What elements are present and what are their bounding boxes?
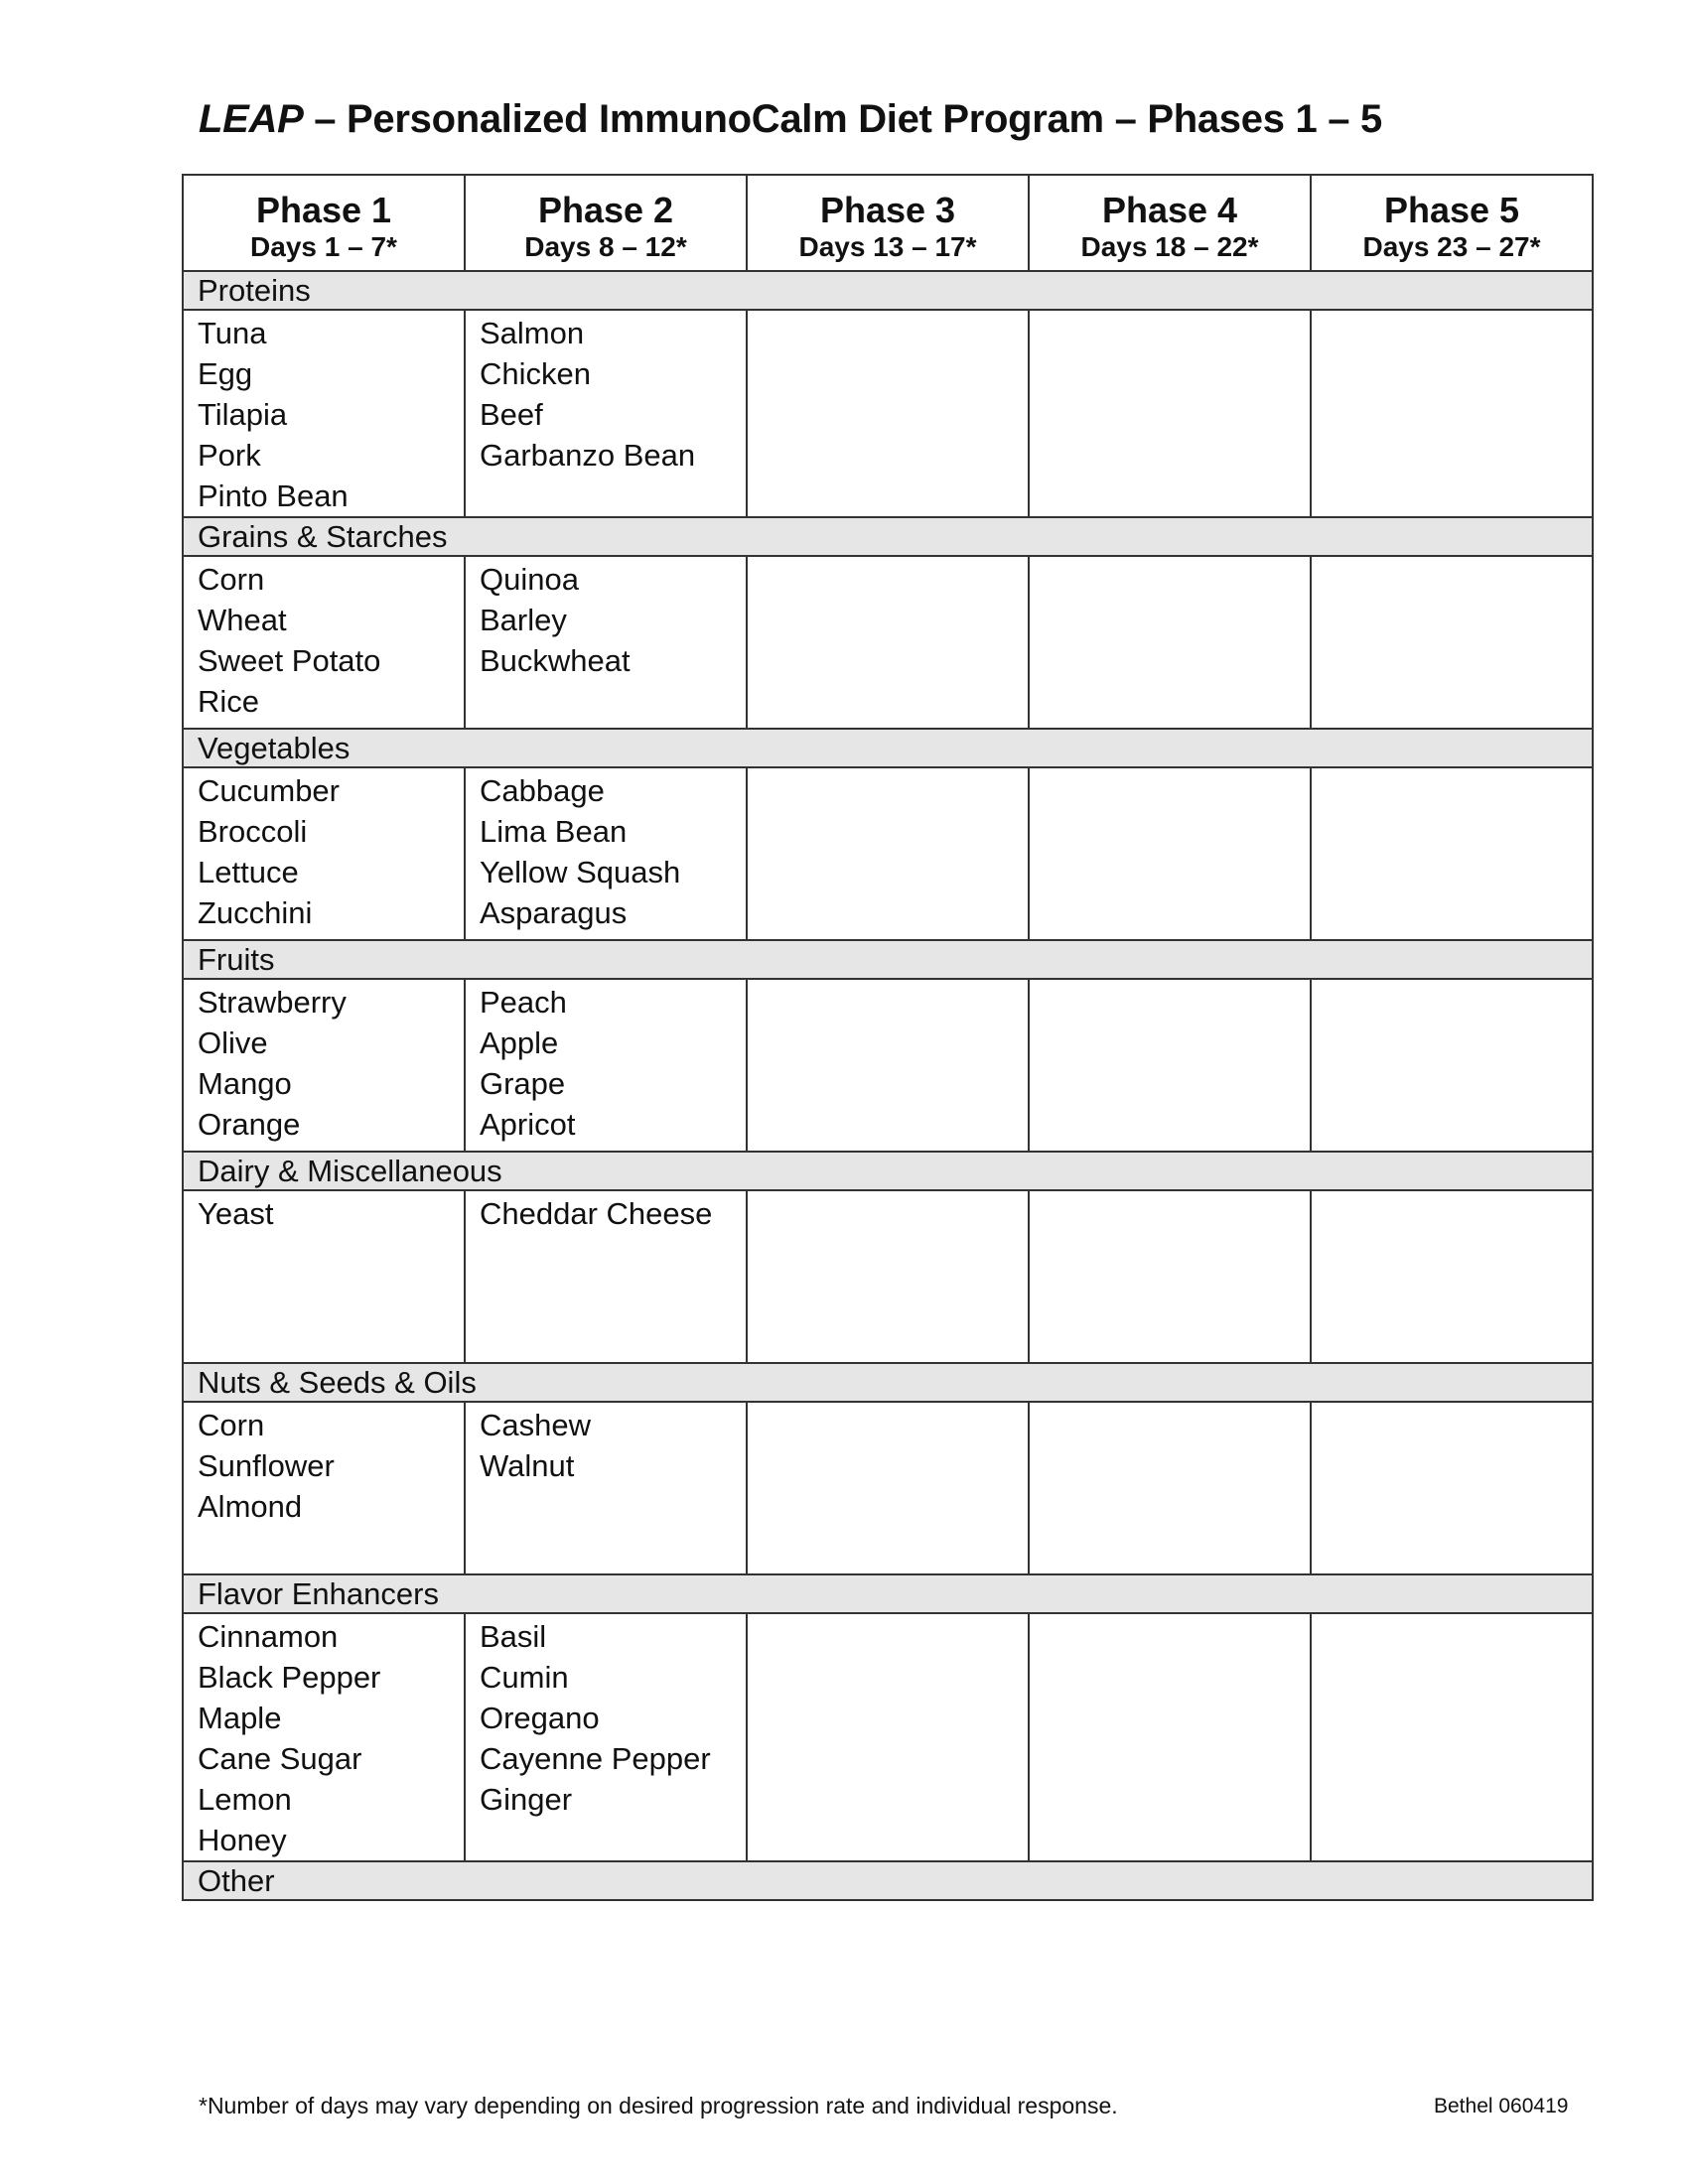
phase-1-cell — [183, 1402, 465, 1574]
food-item: Tilapia — [198, 397, 288, 432]
food-item: Cinnamon — [198, 1619, 339, 1654]
food-item: Barley — [480, 603, 567, 637]
phase-4-cell — [1029, 979, 1311, 1152]
page-title — [199, 97, 1382, 142]
food-item: Cane Sugar — [198, 1741, 362, 1776]
phase-4-cell — [1029, 767, 1311, 940]
food-item: Peach — [480, 985, 567, 1020]
phase-2-cell — [465, 1190, 747, 1363]
food-item: Basil — [480, 1619, 547, 1654]
food-row — [183, 979, 1593, 1152]
food-row — [183, 767, 1593, 940]
phase-5-cell — [1311, 979, 1593, 1152]
category-row — [183, 517, 1593, 556]
category-row — [183, 1363, 1593, 1402]
phase-4-cell — [1029, 1613, 1311, 1861]
phase-2-cell — [465, 979, 747, 1152]
phase-header-2 — [465, 175, 747, 271]
phase-days: Days 8 – 12* — [524, 230, 687, 262]
food-item: Orange — [198, 1107, 301, 1142]
phase-4-cell — [1029, 556, 1311, 729]
footnote: *Number of days may vary depending on desired progression rate and individual response. — [199, 2093, 1118, 2118]
phase-name: Phase 5 — [1383, 189, 1520, 230]
phase-2-cell — [465, 1402, 747, 1574]
title-leap: LEAP — [199, 97, 304, 141]
phase-1-cell — [183, 979, 465, 1152]
food-item: Cabbage — [480, 773, 605, 808]
category-row — [183, 1861, 1593, 1900]
food-item: Ginger — [480, 1782, 573, 1817]
food-item: Corn — [198, 562, 265, 597]
food-row — [183, 1613, 1593, 1861]
phase-3-cell — [747, 1190, 1029, 1363]
food-item: Buckwheat — [480, 643, 631, 678]
phase-4-cell — [1029, 1402, 1311, 1574]
phase-2-cell — [465, 1613, 747, 1861]
food-item: Beef — [480, 397, 543, 432]
food-row — [183, 1190, 1593, 1363]
document-code: Bethel 060419 — [1434, 2095, 1569, 2117]
category-row — [183, 271, 1593, 310]
phase-name: Phase 3 — [819, 189, 956, 230]
food-item: Almond — [198, 1489, 303, 1524]
title-rest: – Personalized ImmunoCalm Diet Program – Phases 1 – 5 — [303, 97, 1382, 141]
diet-phase-table — [182, 174, 1594, 1901]
food-item: Cayenne Pepper — [480, 1741, 711, 1776]
phase-5-cell — [1311, 556, 1593, 729]
food-item: Lima Bean — [480, 814, 628, 849]
phase-2-cell — [465, 556, 747, 729]
food-item: Sunflower — [198, 1448, 335, 1483]
food-row — [183, 556, 1593, 729]
food-item: Honey — [198, 1823, 287, 1857]
food-item: Corn — [198, 1408, 265, 1442]
category-label: Other — [183, 1861, 1593, 1900]
food-item: Zucchini — [198, 895, 313, 930]
food-item: Tuna — [198, 316, 267, 350]
food-item: Lettuce — [198, 855, 299, 889]
phase-3-cell — [747, 1402, 1029, 1574]
food-item: Garbanzo Bean — [480, 438, 696, 473]
category-label: Grains & Starches — [183, 517, 1593, 556]
food-item: Black Pepper — [198, 1660, 381, 1695]
food-item: Egg — [198, 356, 253, 391]
phase-1-cell — [183, 556, 465, 729]
food-item: Mango — [198, 1066, 292, 1101]
phase-1-cell — [183, 1613, 465, 1861]
phase-name: Phase 2 — [537, 189, 674, 230]
phase-name: Phase 1 — [255, 189, 392, 230]
phase-header-3 — [747, 175, 1029, 271]
phase-header-1 — [183, 175, 465, 271]
phase-5-cell — [1311, 1190, 1593, 1363]
phase-5-cell — [1311, 310, 1593, 517]
food-item: Olive — [198, 1025, 268, 1060]
food-item: Cashew — [480, 1408, 591, 1442]
food-item: Rice — [198, 684, 260, 719]
food-item: Salmon — [480, 316, 585, 350]
category-label: Proteins — [183, 271, 1593, 310]
phase-2-cell — [465, 310, 747, 517]
phase-1-cell — [183, 310, 465, 517]
food-row — [183, 310, 1593, 517]
food-item: Maple — [198, 1701, 282, 1735]
food-item: Pork — [198, 438, 261, 473]
phase-3-cell — [747, 310, 1029, 517]
food-item: Cucumber — [198, 773, 340, 808]
category-row — [183, 729, 1593, 767]
phase-5-cell — [1311, 767, 1593, 940]
category-label: Dairy & Miscellaneous — [183, 1152, 1593, 1190]
food-item: Yeast — [198, 1196, 274, 1231]
category-row — [183, 1574, 1593, 1613]
phase-1-cell — [183, 767, 465, 940]
phase-4-cell — [1029, 310, 1311, 517]
phase-days: Days 18 – 22* — [1080, 230, 1259, 262]
phase-4-cell — [1029, 1190, 1311, 1363]
food-item: Cumin — [480, 1660, 569, 1695]
phase-5-cell — [1311, 1613, 1593, 1861]
food-item: Walnut — [480, 1448, 575, 1483]
phase-3-cell — [747, 556, 1029, 729]
phase-5-cell — [1311, 1402, 1593, 1574]
phase-days: Days 13 – 17* — [798, 230, 977, 262]
phase-name: Phase 4 — [1101, 189, 1238, 230]
food-item: Broccoli — [198, 814, 308, 849]
category-label: Nuts & Seeds & Oils — [183, 1363, 1593, 1402]
category-body — [183, 271, 1593, 1900]
food-item: Lemon — [198, 1782, 292, 1817]
category-row — [183, 940, 1593, 979]
phase-days: Days 23 – 27* — [1362, 230, 1541, 262]
category-label: Flavor Enhancers — [183, 1574, 1593, 1613]
phase-header-4 — [1029, 175, 1311, 271]
food-item: Grape — [480, 1066, 566, 1101]
category-label: Fruits — [183, 940, 1593, 979]
food-item: Pinto Bean — [198, 478, 349, 513]
category-row — [183, 1152, 1593, 1190]
food-item: Oregano — [480, 1701, 600, 1735]
category-label: Vegetables — [183, 729, 1593, 767]
food-item: Asparagus — [480, 895, 628, 930]
food-row — [183, 1402, 1593, 1574]
food-item: Yellow Squash — [480, 855, 681, 889]
food-item: Apple — [480, 1025, 559, 1060]
food-item: Strawberry — [198, 985, 347, 1020]
phase-1-cell — [183, 1190, 465, 1363]
food-item: Wheat — [198, 603, 287, 637]
phase-3-cell — [747, 979, 1029, 1152]
phase-2-cell — [465, 767, 747, 940]
phase-header-row — [183, 175, 1593, 271]
phase-3-cell — [747, 767, 1029, 940]
food-item: Sweet Potato — [198, 643, 381, 678]
food-item: Quinoa — [480, 562, 579, 597]
phase-header-5 — [1311, 175, 1593, 271]
food-item: Apricot — [480, 1107, 576, 1142]
food-item: Cheddar Cheese — [480, 1196, 713, 1231]
phase-days: Days 1 – 7* — [250, 230, 397, 262]
phase-3-cell — [747, 1613, 1029, 1861]
food-item: Chicken — [480, 356, 591, 391]
